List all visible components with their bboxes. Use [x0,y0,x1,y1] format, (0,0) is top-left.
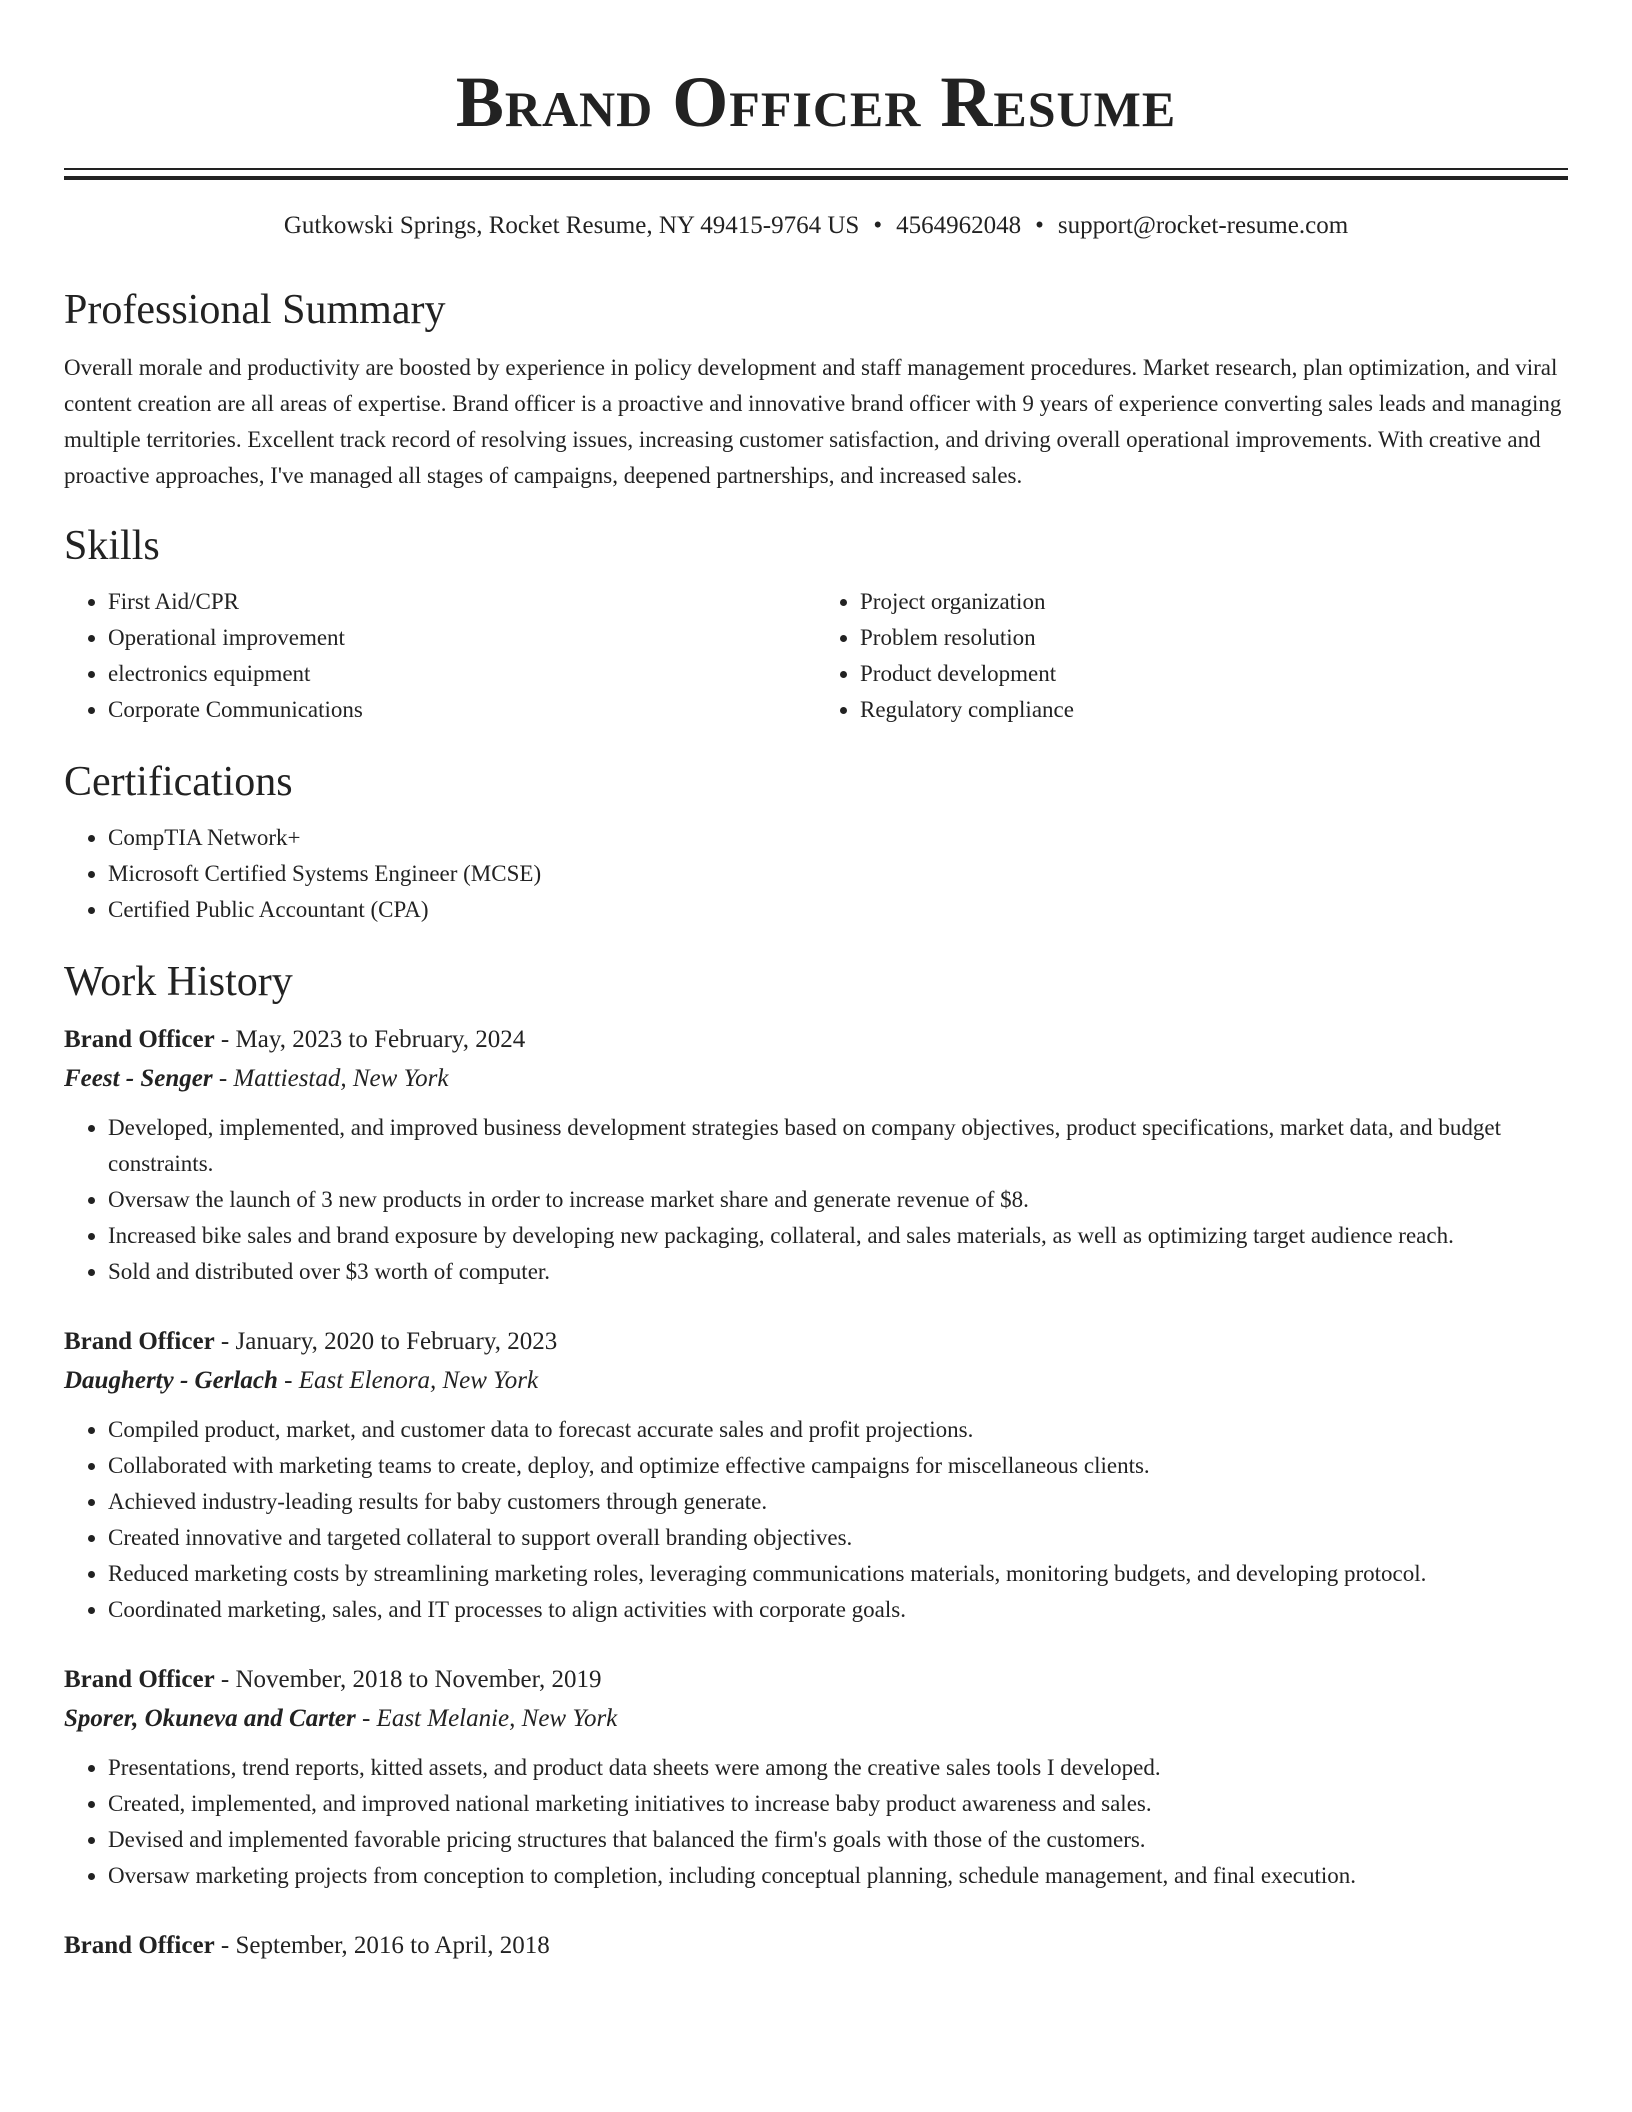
contact-address: Gutkowski Springs, Rocket Resume, NY 49415-9764 US [283,212,860,239]
job-header [64,1020,1568,1060]
list-item: • Corporate Communications [108,692,816,728]
contact-separator: • [873,212,883,239]
title-divider [64,168,1568,180]
job-company-line [64,1362,1568,1400]
list-item: • Microsoft Certified Systems Engineer (MCSE) [108,856,1568,892]
job-company: Daugherty - Gerlach [64,1367,278,1394]
job-company-line [64,1060,1568,1098]
contact-email: support@rocket-resume.com [1057,212,1349,239]
job-company: Sporer, Okuneva and Carter [64,1705,356,1732]
job-dates: - September, 2016 to April, 2018 [214,1932,550,1959]
list-item: • Problem resolution [860,620,1568,656]
job-dates: - May, 2023 to February, 2024 [214,1026,526,1053]
job-dates: - November, 2018 to November, 2019 [214,1666,602,1693]
job-location: - Mattiestad, New York [212,1065,449,1092]
resume-title: Brand Officer Resume [455,62,1177,142]
skills-columns [64,572,1568,728]
job-role: Brand Officer [64,1932,215,1959]
job-bullets [64,1412,1568,1628]
job-header [64,1322,1568,1362]
list-item: • Regulatory compliance [860,692,1568,728]
list-item: • Coordinated marketing, sales, and IT processes to align activities with corporate goals. [108,1592,1568,1628]
list-item: • Sold and distributed over $3 worth of computer. [108,1254,1568,1290]
list-item: • Created, implemented, and improved national marketing initiatives to increase baby product awareness and sales. [108,1786,1568,1822]
job-entry [64,1660,1568,1894]
job-role: Brand Officer [64,1328,215,1355]
job-role: Brand Officer [64,1026,215,1053]
list-item: • Product development [860,656,1568,692]
certifications-section [64,756,1568,928]
job-header [64,1660,1568,1700]
list-item: • Oversaw marketing projects from conception to completion, including conceptual planning, schedule management, and final execution. [108,1858,1568,1894]
job-company-line [64,1700,1568,1738]
job-entry [64,1020,1568,1290]
job-entry [64,1926,1568,1966]
job-header [64,1926,1568,1966]
skills-list-left [64,584,816,728]
list-item: • Achieved industry-leading results for baby customers through generate. [108,1484,1568,1520]
skills-section [64,520,1568,728]
list-item: • Oversaw the launch of 3 new products in order to increase market share and generate revenue of $8. [108,1182,1568,1218]
contact-phone: 4564962048 [896,212,1022,239]
work-history-heading: Work History [64,959,293,1005]
list-item: • Project organization [860,584,1568,620]
skills-heading: Skills [64,523,160,569]
list-item: • Created innovative and targeted collateral to support overall branding objectives. [108,1520,1568,1556]
list-item: • CompTIA Network+ [108,820,1568,856]
summary-section [64,284,1568,494]
contact-separator: • [1035,212,1044,239]
list-item: • Compiled product, market, and customer data to forecast accurate sales and profit projections. [108,1412,1568,1448]
list-item: • Devised and implemented favorable pricing structures that balanced the firm's goals with those of the customers. [108,1822,1568,1858]
list-item: • Operational improvement [108,620,816,656]
job-bullets [64,1110,1568,1290]
list-item: • First Aid/CPR [108,584,816,620]
resume-page [64,0,1568,1966]
list-item: • Increased bike sales and brand exposure by developing new packaging, collateral, and sales materials, as well as optimizing target audience reach. [108,1218,1568,1254]
job-location: - East Elenora, New York [277,1367,539,1394]
list-item: • Reduced marketing costs by streamlining marketing roles, leveraging communications materials, monitoring budgets, and developing protocol. [108,1556,1568,1592]
job-role: Brand Officer [64,1666,215,1693]
job-company: Feest - Senger [64,1065,213,1092]
list-item: • Developed, implemented, and improved business development strategies based on company objectives, product specifications, market data, and budget constraints. [108,1110,1568,1182]
certifications-list [64,820,1568,928]
job-dates: - January, 2020 to February, 2023 [214,1328,558,1355]
list-item: • Presentations, trend reports, kitted assets, and product data sheets were among the creative sales tools I developed. [108,1750,1568,1786]
list-item: • electronics equipment [108,656,816,692]
skills-list-right [816,584,1568,728]
work-history-section [64,956,1568,1966]
job-bullets [64,1750,1568,1894]
contact-line [64,210,1568,242]
summary-heading: Professional Summary [64,287,446,333]
list-item: • Collaborated with marketing teams to create, deploy, and optimize effective campaigns for miscellaneous clients. [108,1448,1568,1484]
summary-text: Overall morale and productivity are boosted by experience in policy development and staff management procedures. Market research, plan optimization, and viral content creation are all areas of expertise. Brand officer is a proactive and innovative brand officer with 9 years of experience converting sales leads and managing multiple territories. Excellent track record of resolving issues, increasing customer satisfaction, and driving overall operational improvements. With creative and proactive approaches, I've managed all stages of campaigns, deepened partnerships, and increased sales. [64,355,1562,488]
job-entry [64,1322,1568,1628]
list-item: • Certified Public Accountant (CPA) [108,892,1568,928]
certifications-heading: Certifications [64,759,293,805]
job-location: - East Melanie, New York [355,1705,618,1732]
